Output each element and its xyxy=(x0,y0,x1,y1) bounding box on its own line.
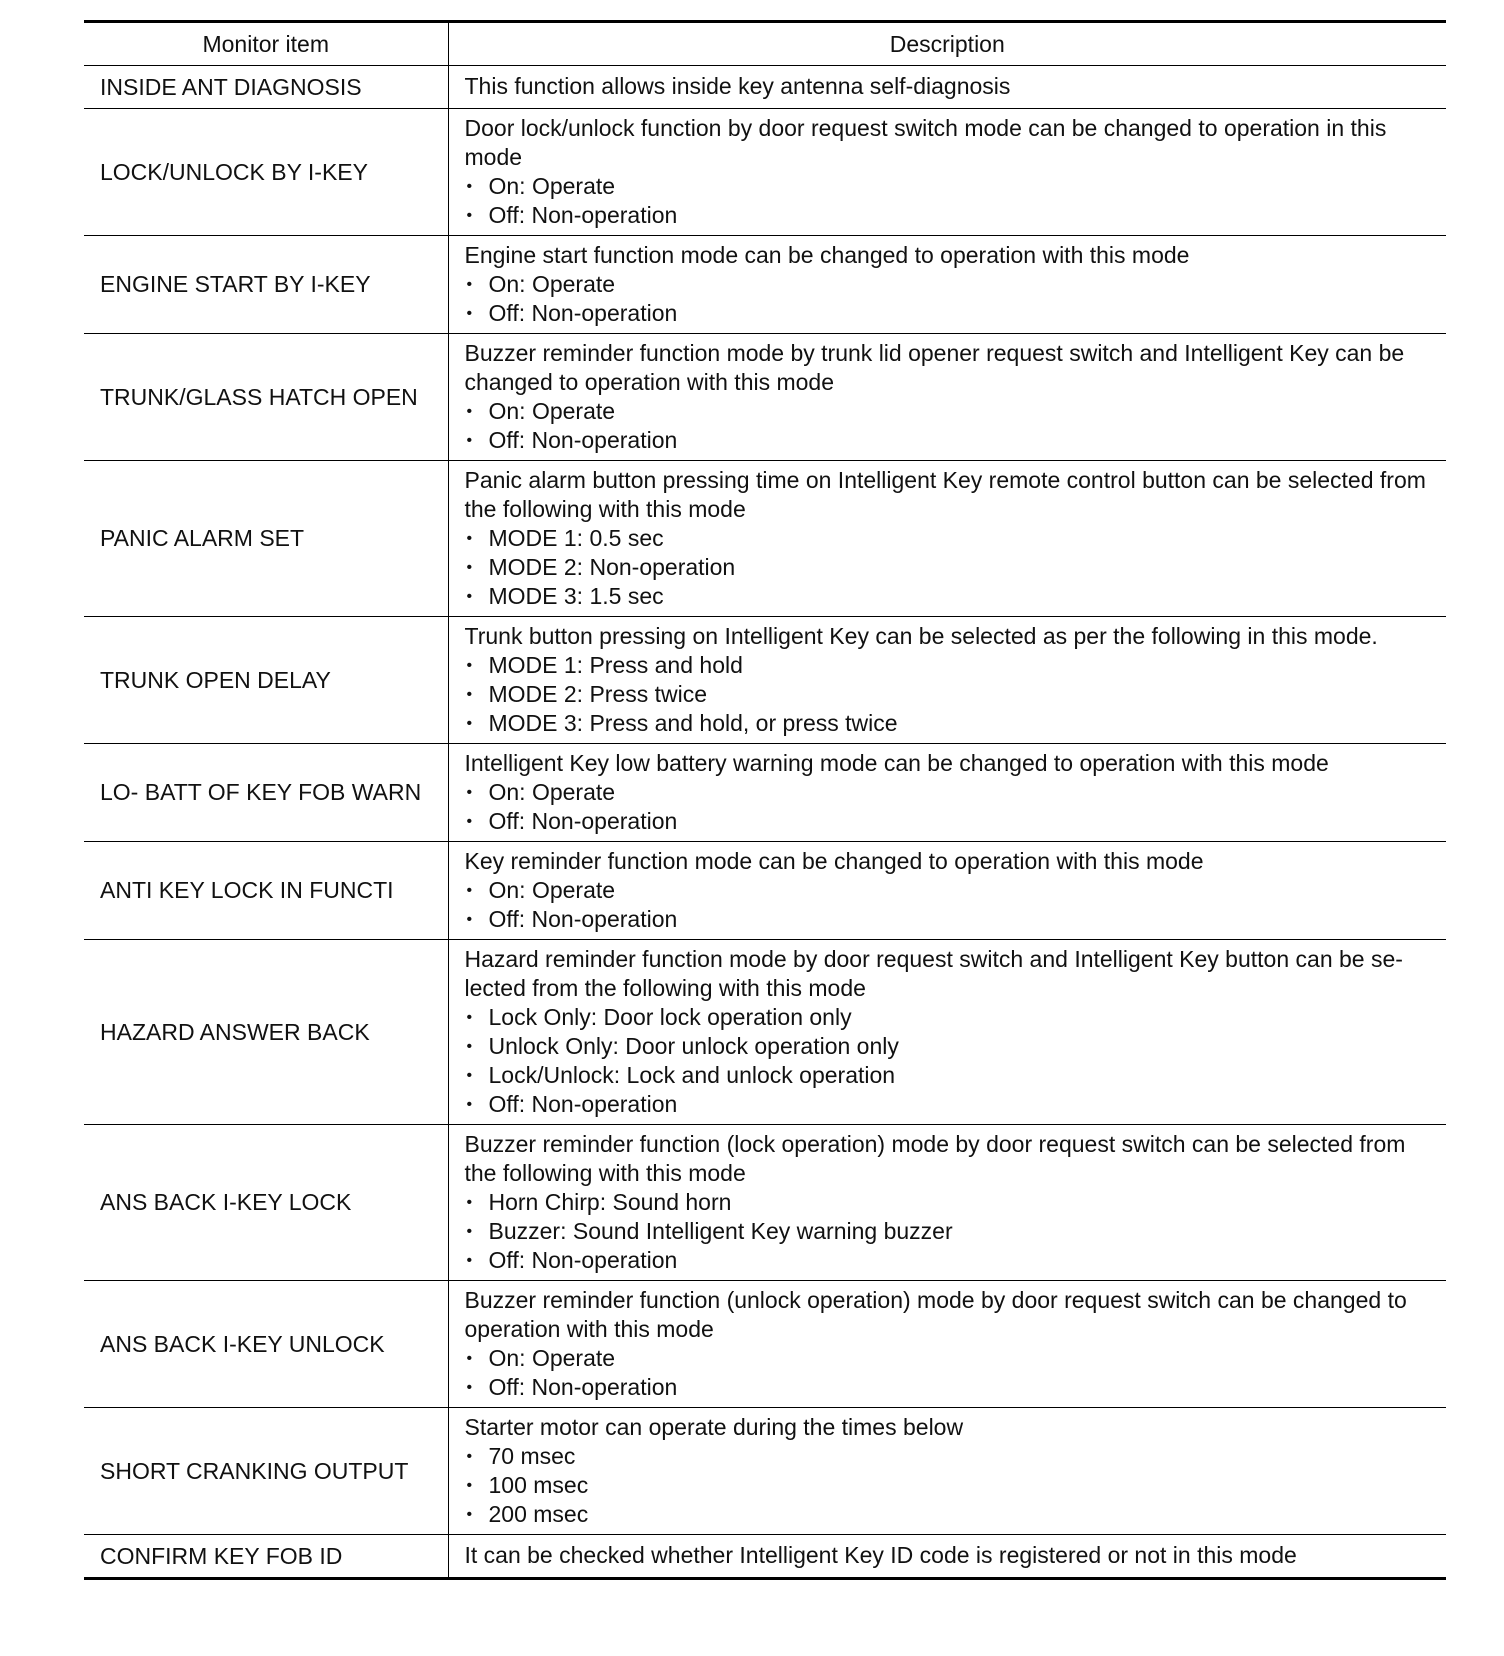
table-row xyxy=(84,617,1446,744)
table-row xyxy=(84,236,1446,334)
option-item: • Off: Non-operation xyxy=(465,1373,1437,1402)
description-text: Buzzer reminder function (lock operation) mode by door request switch can be selected from the following with this mode xyxy=(464,1131,1406,1186)
table-row xyxy=(84,109,1446,236)
option-list xyxy=(465,270,1437,328)
description-text: Key reminder function mode can be changed to operation with this mode xyxy=(464,848,1204,874)
description-text: Starter motor can operate during the times below xyxy=(464,1414,964,1440)
monitor-item-cell: ANTI KEY LOCK IN FUNCTI xyxy=(84,842,448,940)
description-text: Panic alarm button pressing time on Intelligent Key remote control button can be selected from the following with this mode xyxy=(464,467,1426,522)
description-cell xyxy=(448,1535,1446,1579)
option-list xyxy=(465,397,1437,455)
option-item: • On: Operate xyxy=(465,1344,1437,1373)
description-cell xyxy=(448,461,1446,617)
description-cell xyxy=(448,1408,1446,1535)
description-text: It can be checked whether Intelligent Key ID code is registered or not in this mode xyxy=(464,1542,1297,1568)
monitor-item-cell: CONFIRM KEY FOB ID xyxy=(84,1535,448,1579)
monitor-item-cell: ANS BACK I-KEY LOCK xyxy=(84,1125,448,1281)
monitor-item-cell: LOCK/UNLOCK BY I-KEY xyxy=(84,109,448,236)
monitor-item-cell: ANS BACK I-KEY UNLOCK xyxy=(84,1281,448,1408)
option-list xyxy=(465,1003,1437,1119)
table-header-row xyxy=(84,22,1446,66)
monitor-item-table xyxy=(84,20,1446,1580)
option-item: • Unlock Only: Door unlock operation only xyxy=(465,1032,1437,1061)
description-cell xyxy=(448,334,1446,461)
monitor-item-cell: HAZARD ANSWER BACK xyxy=(84,940,448,1125)
option-item: • Off: Non-operation xyxy=(465,1090,1437,1119)
table-row xyxy=(84,1281,1446,1408)
description-text: Intelligent Key low battery warning mode can be changed to operation with this mode xyxy=(464,750,1329,776)
table-row xyxy=(84,940,1446,1125)
table-row xyxy=(84,334,1446,461)
option-item: • On: Operate xyxy=(465,172,1437,201)
option-item: • On: Operate xyxy=(465,778,1437,807)
description-cell xyxy=(448,1125,1446,1281)
option-item: • 70 msec xyxy=(465,1442,1437,1471)
monitor-item-cell: PANIC ALARM SET xyxy=(84,461,448,617)
table-row xyxy=(84,842,1446,940)
description-cell xyxy=(448,617,1446,744)
monitor-item-cell: SHORT CRANKING OUTPUT xyxy=(84,1408,448,1535)
description-cell xyxy=(448,744,1446,842)
description-cell xyxy=(448,842,1446,940)
option-list xyxy=(465,172,1437,230)
option-item: • Off: Non-operation xyxy=(465,201,1437,230)
monitor-item-cell: INSIDE ANT DIAGNOSIS xyxy=(84,66,448,109)
column-header-description: Description xyxy=(448,22,1446,66)
description-text: Buzzer reminder function (unlock operation) mode by door request switch can be changed to operation with this mode xyxy=(464,1287,1407,1342)
option-item: • Buzzer: Sound Intelligent Key warning buzzer xyxy=(465,1217,1437,1246)
option-item: • Lock/Unlock: Lock and unlock operation xyxy=(465,1061,1437,1090)
option-item: • Off: Non-operation xyxy=(465,1246,1437,1275)
option-item: • MODE 1: Press and hold xyxy=(465,651,1437,680)
option-item: • Off: Non-operation xyxy=(465,299,1437,328)
table-row xyxy=(84,1125,1446,1281)
description-text: Engine start function mode can be changed to operation with this mode xyxy=(464,242,1190,268)
description-cell xyxy=(448,1281,1446,1408)
description-text: Door lock/unlock function by door request switch mode can be changed to operation in this mode xyxy=(464,115,1387,170)
option-item: • MODE 2: Press twice xyxy=(465,680,1437,709)
option-item: • On: Operate xyxy=(465,270,1437,299)
table-row xyxy=(84,744,1446,842)
table-row xyxy=(84,1535,1446,1579)
option-item: • Off: Non-operation xyxy=(465,807,1437,836)
option-item: • Horn Chirp: Sound horn xyxy=(465,1188,1437,1217)
option-item: • MODE 3: Press and hold, or press twice xyxy=(465,709,1437,738)
monitor-item-cell: LO- BATT OF KEY FOB WARN xyxy=(84,744,448,842)
description-cell xyxy=(448,109,1446,236)
description-cell xyxy=(448,66,1446,109)
description-cell xyxy=(448,940,1446,1125)
table-row xyxy=(84,1408,1446,1535)
option-item: • 100 msec xyxy=(465,1471,1437,1500)
description-cell xyxy=(448,236,1446,334)
column-header-monitor-item: Monitor item xyxy=(84,22,448,66)
description-text: Buzzer reminder function mode by trunk lid opener request switch and Intelligent Key can be changed to operation with this mode xyxy=(464,340,1405,395)
option-item: • MODE 1: 0.5 sec xyxy=(465,524,1437,553)
option-list xyxy=(465,651,1437,738)
option-item: • On: Operate xyxy=(465,397,1437,426)
option-list xyxy=(465,1344,1437,1402)
option-item: • On: Operate xyxy=(465,876,1437,905)
table-row xyxy=(84,461,1446,617)
monitor-item-cell: ENGINE START BY I-KEY xyxy=(84,236,448,334)
option-item: • MODE 2: Non-operation xyxy=(465,553,1437,582)
option-list xyxy=(465,524,1437,611)
option-item: • MODE 3: 1.5 sec xyxy=(465,582,1437,611)
option-list xyxy=(465,1442,1437,1529)
option-item: • 200 msec xyxy=(465,1500,1437,1529)
monitor-item-cell: TRUNK/GLASS HATCH OPEN xyxy=(84,334,448,461)
table-body xyxy=(84,66,1446,1579)
monitor-item-cell: TRUNK OPEN DELAY xyxy=(84,617,448,744)
description-text: Hazard reminder function mode by door request switch and Intelligent Key button can be se-lected from the following with this mode xyxy=(464,946,1403,1001)
option-list xyxy=(465,778,1437,836)
table-row xyxy=(84,66,1446,109)
option-item: • Off: Non-operation xyxy=(465,426,1437,455)
description-text: This function allows inside key antenna self-diagnosis xyxy=(464,73,1011,99)
option-list xyxy=(465,1188,1437,1275)
option-item: • Off: Non-operation xyxy=(465,905,1437,934)
option-item: • Lock Only: Door lock operation only xyxy=(465,1003,1437,1032)
description-text: Trunk button pressing on Intelligent Key can be selected as per the following in this mode. xyxy=(464,623,1378,649)
option-list xyxy=(465,876,1437,934)
